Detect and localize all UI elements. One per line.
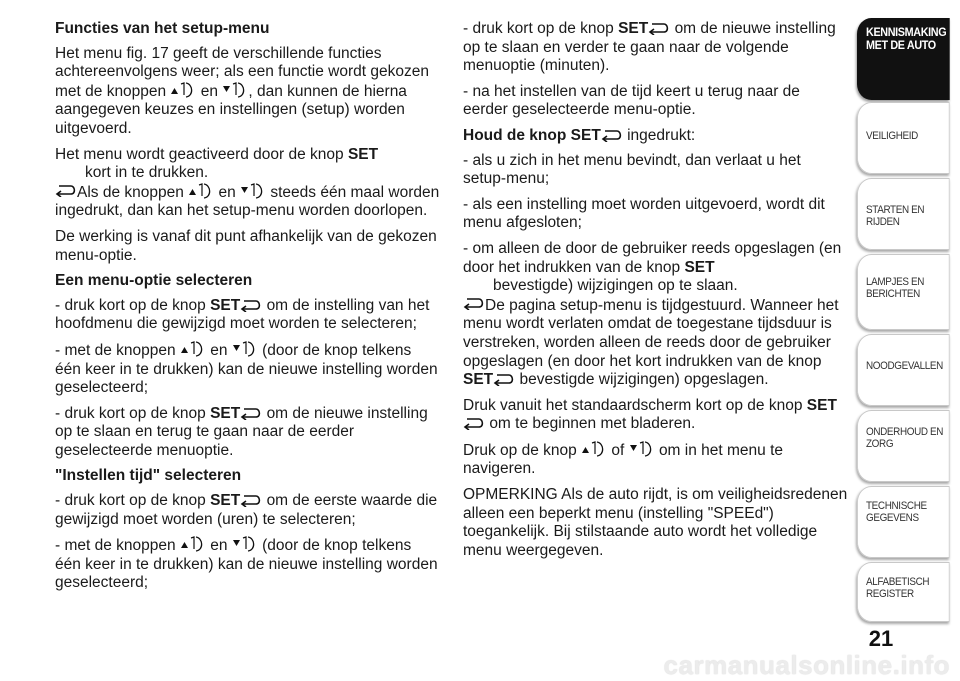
set-return-arrow-icon [55,183,77,197]
text: Houd de knop [463,126,567,144]
down-button-icon [232,536,258,552]
tab-noodgevallen[interactable]: NOODGEVALLEN [857,334,950,406]
set-return-arrow-icon [648,21,670,35]
text: ingedrukt: [627,126,696,144]
tab-veiligheid[interactable]: VEILIGHEID [857,102,950,174]
paragraph [463,441,848,479]
up-button-icon [188,183,214,199]
set-button-label: SET [210,492,241,510]
set-return-arrow-icon [240,493,262,507]
text: en [218,183,236,201]
text: en [200,82,219,100]
up-button-icon [581,441,607,457]
text: - druk kort op de knop [55,404,206,422]
section-title-hold-set [463,127,848,146]
text: om de eerste waarde die gewijzigd moet worden (uren) te selecteren; [55,492,438,528]
page-number: 21 [868,626,894,651]
text: en [210,537,228,555]
set-button-label: SET [210,404,241,422]
watermark: carmanualsonline.info [663,650,950,680]
paragraph [55,146,440,221]
right-column [463,20,848,567]
text: , dan kunnen de hierna aangegeven keuzes en instellingen (setup) worden uitgevoerd. [55,82,407,137]
paragraph: De werking is vanaf dit punt afhankelijk van de gekozen menu-optie. [55,227,437,264]
text: Het menu wordt geactiveerd door de knop [55,145,344,163]
text: om de nieuwe instelling op te slaan en verder te gaan naar de volgende menuoptie (minuten). [463,20,836,75]
chapter-tabs [857,0,960,678]
text: om te beginnen met bladeren. [489,415,696,433]
paragraph [55,297,440,334]
text: bevestigde) wijzigingen op te slaan. [493,277,738,295]
text: bevestigde wijzigingen) opgeslagen. [519,371,769,389]
text: - druk kort op de knop [55,492,206,510]
set-button-label: SET [570,126,601,144]
tab-onderhoud-en-zorg[interactable]: ONDERHOUD EN ZORG [857,410,950,482]
text: om in het menu te navigeren. [463,441,784,478]
paragraph: OPMERKING Als de auto rijdt, is om veiligheidsredenen alleen een beperkt menu (instelling "SPEEd") toegankelijk. Bij stilstaande auto wordt het volledige menu weergegeven. [463,486,848,559]
text: Het menu fig. 17 geeft de verschillende functies achtereenvolgens weer; als een functie wordt gekozen met de knoppen [55,44,429,100]
indented-line [55,164,440,183]
paragraph: - als een instelling moet worden uitgevoerd, wordt dit menu afgesloten; [463,195,825,232]
up-button-icon [170,82,196,98]
text: Druk op de knop [463,441,577,459]
set-return-arrow-icon [240,298,262,312]
tab-kennismaking[interactable]: KENNISMAKING MET DE AUTO [857,18,950,100]
paragraph [463,20,848,76]
section-title-select-menu-option: Een menu-optie selecteren [55,272,253,290]
tab-lampjes-en-berichten[interactable]: LAMPJES EN BERICHTEN [857,254,950,330]
paragraph [55,405,440,461]
text: - druk kort op de knop [55,296,206,314]
down-button-icon [240,183,266,199]
down-button-icon [222,82,248,98]
text: De pagina setup-menu is tijdgestuurd. Wanneer het menu wordt verlaten omdat de toegestane tijdsduur is verstreken, worden alleen de reeds door de gebruiker opgeslagen (en door het kort indrukken van de knop [463,296,839,370]
set-return-arrow-icon [463,296,485,310]
paragraph [55,341,440,398]
text: Druk vanuit het standaardscherm kort op de knop [463,396,803,414]
text: en [210,341,228,359]
set-button-label: SET [806,396,837,414]
text: - met de knoppen [55,537,176,555]
text: (door de knop telkens één keer in te drukken) kan de nieuwe instelling worden geselecteerd; [55,341,438,397]
text: - met de knoppen [55,341,176,359]
set-button-label: SET [684,258,715,276]
text: om de instelling van het hoofdmenu die gewijzigd moet worden te selecteren; [55,296,430,333]
paragraph [463,240,848,390]
section-title-set-time: "Instellen tijd" selecteren [55,467,242,485]
text: (door de knop telkens één keer in te drukken) kan de nieuwe instelling worden geselecteerd; [55,537,438,592]
down-button-icon [629,441,655,457]
set-button-label: SET [347,145,379,163]
section-title-setup-functions: Functies van het setup-menu [55,20,270,37]
text: - om alleen de door de gebruiker reeds opgeslagen (en door het indrukken van de knop [463,239,842,276]
text: om de nieuwe instelling op te slaan en terug te gaan naar de eerder geselecteerde menuoptie. [55,404,428,459]
set-return-arrow-icon [240,406,262,420]
paragraph [55,45,440,139]
paragraph: - na het instellen van de tijd keert u terug naar de eerder geselecteerde menu-optie. [463,82,800,119]
left-column [55,20,440,600]
set-button-label: SET [210,296,241,314]
set-button-label: SET [618,20,649,37]
set-return-arrow-icon [601,128,623,142]
text: steeds één maal worden ingedrukt, dan kan het setup-menu worden doorlopen. [55,183,440,220]
paragraph: - als u zich in het menu bevindt, dan verlaat u het setup-menu; [463,151,801,188]
set-button-label: SET [463,371,494,389]
paragraph [463,397,848,434]
up-button-icon [180,536,206,552]
tab-technische-gegevens[interactable]: TECHNISCHE GEGEVENS [857,486,950,558]
paragraph [55,492,440,529]
indented-line [463,277,848,296]
set-return-arrow-icon [493,372,515,386]
text: kort in te drukken. [85,164,209,182]
down-button-icon [232,341,258,357]
tab-starten-en-rijden[interactable]: STARTEN EN RIJDEN [857,178,950,250]
set-return-arrow-icon [463,416,485,430]
paragraph [55,536,440,593]
up-button-icon [180,341,206,357]
tab-alfabetisch-register[interactable]: ALFABETISCH REGISTER [857,562,950,622]
text: - druk kort op de knop [463,20,614,37]
text: Als de knoppen [77,183,184,201]
text: of [611,441,625,459]
